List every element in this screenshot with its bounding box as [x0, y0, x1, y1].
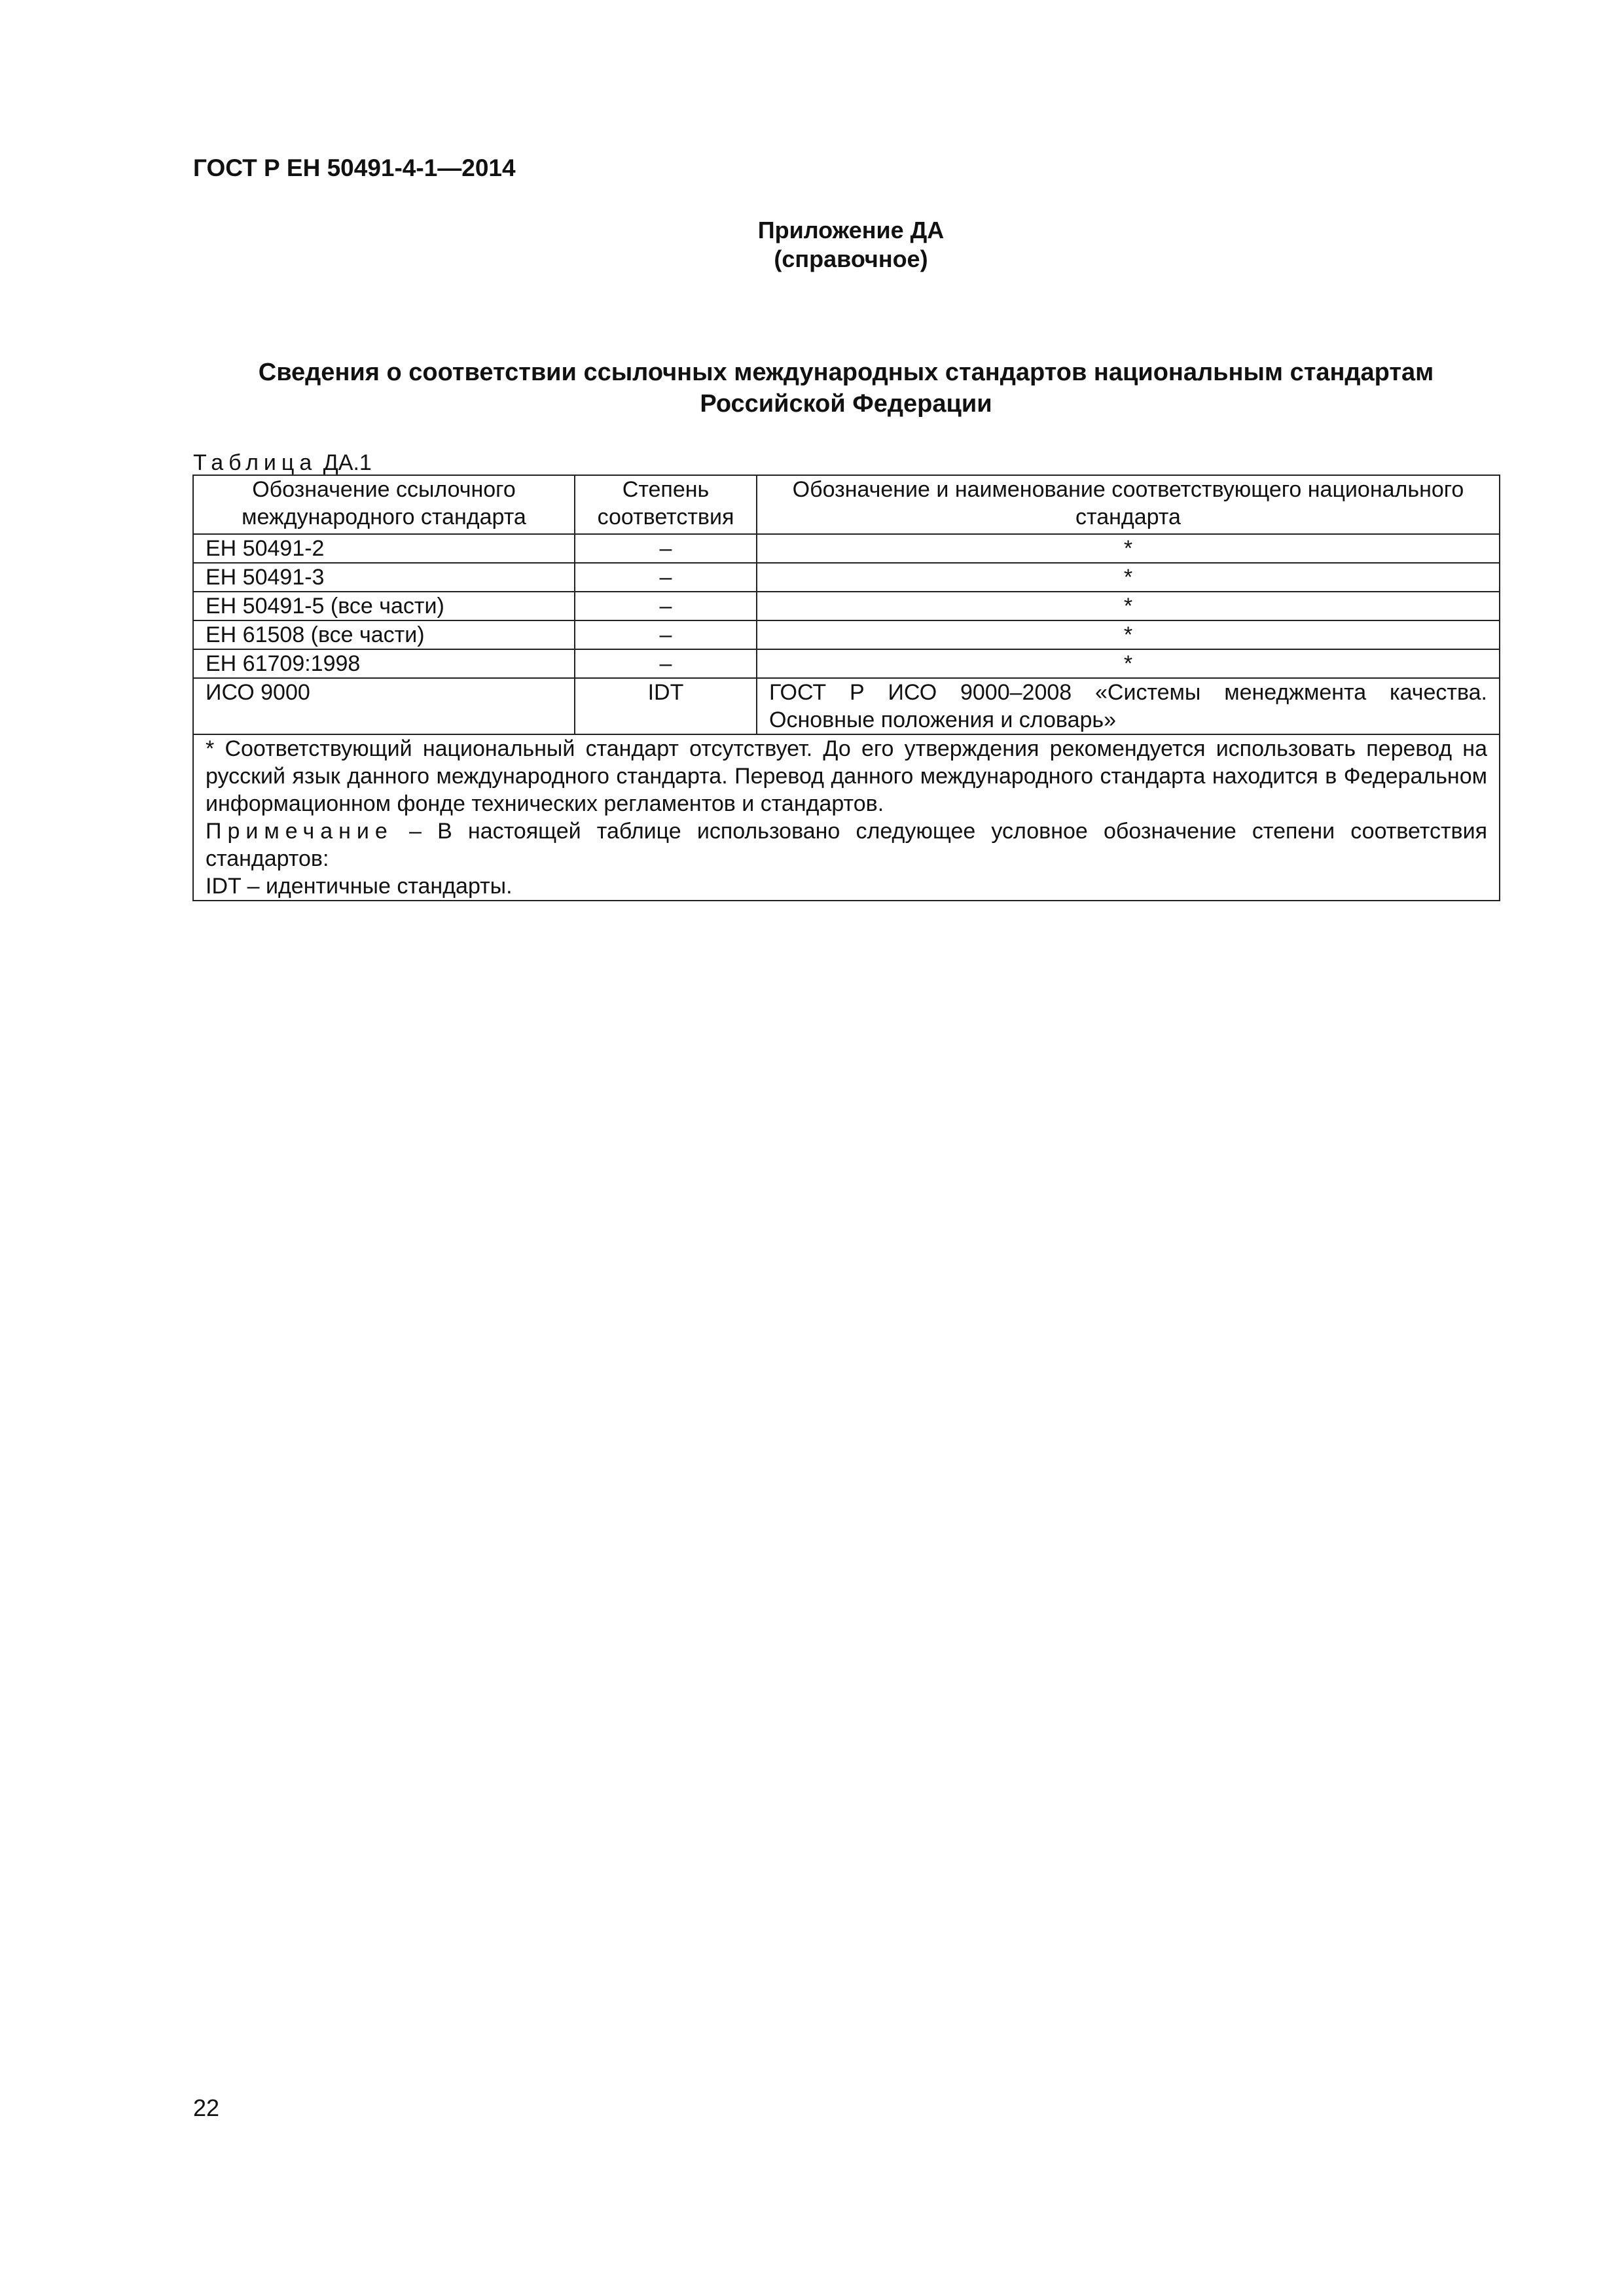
cell-standard: ИСО 9000	[193, 678, 575, 734]
table-footnote-cell	[193, 734, 1500, 901]
header-national-standard: Обозначение и наименование соответствующего национального стандарта	[757, 475, 1500, 534]
cell-degree: –	[575, 563, 757, 592]
document-code: ГОСТ Р ЕН 50491-4-1—2014	[193, 154, 516, 181]
note-legend: IDT – идентичные стандарты.	[206, 874, 513, 899]
cell-standard: ЕН 50491-2	[193, 534, 575, 563]
section-title: Сведения о соответствии ссылочных международных стандартов национальным стандартам Российской Федерации	[258, 359, 1434, 418]
note-label: Примечание	[206, 819, 393, 844]
note-text: – В настоящей таблице использовано следующее условное обозначение степени соответствия стандартов:	[206, 819, 1488, 871]
cell-standard: ЕН 61508 (все части)	[193, 620, 575, 649]
table-row	[193, 620, 1500, 649]
annex-title: Приложение ДА	[757, 217, 945, 243]
table-row	[193, 563, 1500, 592]
cell-national: *	[757, 620, 1500, 649]
footnote-text: * Соответствующий национальный стандарт отсутствует. До его утверждения рекомендуется использовать перевод на русский язык данного международного стандарта. Перевод данного международного стандарта находится в Федеральном информационном фонде технических регламентов и стандартов.	[206, 736, 1487, 816]
table-caption	[193, 450, 372, 476]
table-row	[193, 649, 1500, 678]
header-international-standard: Обозначение ссылочного международного стандарта	[193, 475, 575, 534]
cell-national: *	[757, 563, 1500, 592]
table-caption-label: Таблица	[193, 450, 317, 475]
table-row	[193, 678, 1500, 734]
page-number: 22	[193, 2094, 220, 2121]
annex-type: (справочное)	[774, 245, 928, 272]
cell-degree: –	[575, 620, 757, 649]
table-row	[193, 534, 1500, 563]
table-note	[206, 817, 1487, 872]
cell-degree: –	[575, 592, 757, 620]
cell-degree: IDT	[575, 678, 757, 734]
cell-degree: –	[575, 649, 757, 678]
cell-degree: –	[575, 534, 757, 563]
table-footnote-row	[193, 734, 1500, 901]
table-header-row	[193, 475, 1500, 534]
cell-standard: ЕН 61709:1998	[193, 649, 575, 678]
cell-national: *	[757, 534, 1500, 563]
standards-table	[192, 475, 1500, 901]
cell-national: ГОСТ Р ИСО 9000–2008 «Системы менеджмента качества. Основные положения и словарь»	[757, 678, 1500, 734]
cell-national: *	[757, 649, 1500, 678]
cell-standard: ЕН 50491-5 (все части)	[193, 592, 575, 620]
header-degree: Степень соответствия	[575, 475, 757, 534]
cell-national: *	[757, 592, 1500, 620]
cell-standard: ЕН 50491-3	[193, 563, 575, 592]
table-caption-number: ДА.1	[323, 450, 372, 475]
annex-heading	[694, 216, 1008, 274]
table-row	[193, 592, 1500, 620]
